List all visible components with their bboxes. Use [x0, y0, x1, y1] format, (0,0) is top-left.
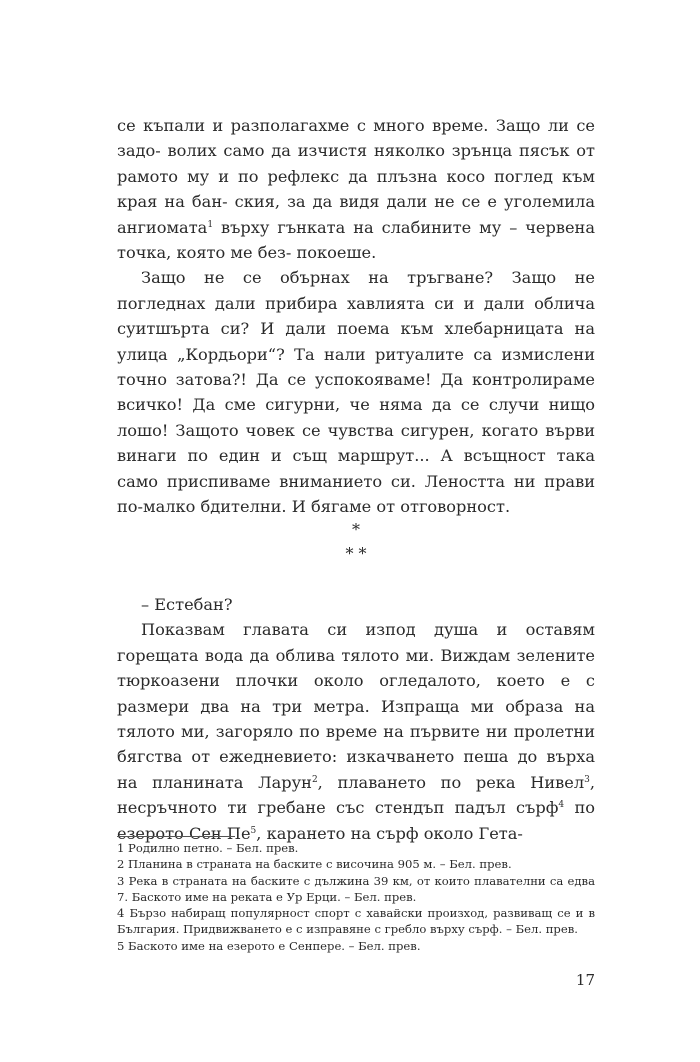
p3-part-2: , плаването по река Нивел: [317, 772, 585, 792]
p1-line-6: покоеше.: [296, 243, 377, 263]
paragraph-2: Защо не се обърнах на тръгване? Защо не погледнах дали прибира хавлията си и дали облича суитшърта си? И дали поема към хлебарницата на улица „Кордьори“? Та нали ритуалите са измислени точно затова?! Да се успокояваме! Да контролираме всичко! Да сме сигурни, че няма да се случи нищо лошо! Защото човек се чувства сигурен, когато върви винаги по един и същ маршрут... А всъщност така само приспиваме вниманието си. Леността ни прави по-малко бдителни. И бягаме от отговорност.: [117, 268, 595, 517]
p3-part-4: по езерото Сен Пе: [117, 798, 595, 843]
p1-line-1: се къпали и разполагахме с много време. Защо ли се задо-: [117, 116, 595, 161]
footnotes: [117, 840, 595, 954]
footnote-marker-2: 2: [311, 774, 318, 785]
separator-star-top: *: [352, 520, 360, 539]
page-number: 17: [575, 971, 595, 989]
p3-part-3: , несръчното ти гребане със стендъп падъл сърф: [117, 772, 595, 818]
main-text-block: [117, 113, 595, 520]
footnote-4: 4 Бързо набиращ популярност спорт с хавайски произход, развиващ се и в България. Придвижването е с изправяне с гребло върху сърф. – Бел. прев.: [117, 906, 595, 937]
footnote-2: 2 Планина в страната на баските с височина 905 м. – Бел. прев.: [117, 857, 512, 872]
footnote-marker-3: 3: [584, 774, 590, 785]
p1-line-2: волих само да изчистя няколко зрънца пясък от рамото: [117, 141, 595, 186]
p3-part-1: Показвам главата си изпод душа и оставям горещата вода да облива тялото ми. Виждам зелените тюркоазени плочки около огледалото, което е с размери два на три метра. Изпраща ми образа на тялото ми, загоряло по време на първите ни пролетни бягства от ежедневието: изкачването пеша до върха на планината Ларун: [117, 620, 595, 792]
dialogue-line: – Естебан?: [141, 595, 233, 614]
separator-stars-bottom: * *: [345, 544, 367, 563]
footnote-marker-5: 5: [250, 825, 257, 836]
footnote-3: 3 Река в страната на баските с дължина 39 км, от които плавателни са едва 7. Баското име на реката е Ур Ерци. – Бел. прев.: [117, 873, 595, 904]
second-text-block: [117, 592, 595, 846]
paragraph-1: [117, 113, 595, 265]
footnote-5: 5 Баското име на езерото е Сенпере. – Бел. прев.: [117, 938, 421, 953]
footnote-marker-1: 1: [207, 219, 214, 230]
footnote-marker-4: 4: [558, 800, 565, 811]
p3-part-5: , карането на сърф около Гета-: [256, 823, 523, 843]
section-separator: [117, 518, 595, 566]
paragraph-3: [117, 617, 595, 846]
p1-line-3: му и по рефлекс да плъзна косо поглед към края на бан-: [117, 166, 595, 212]
p1-line-5: гънката на слабините му – червена точка, която ме без-: [117, 217, 595, 263]
footnote-1: 1 Родилно петно. – Бел. прев.: [117, 841, 299, 855]
footnote-divider: [117, 836, 235, 837]
p1-line-4: ския, за да видя дали не се е уголемила ангиомата: [117, 192, 595, 237]
p1-line-4-end: върху: [213, 217, 270, 237]
